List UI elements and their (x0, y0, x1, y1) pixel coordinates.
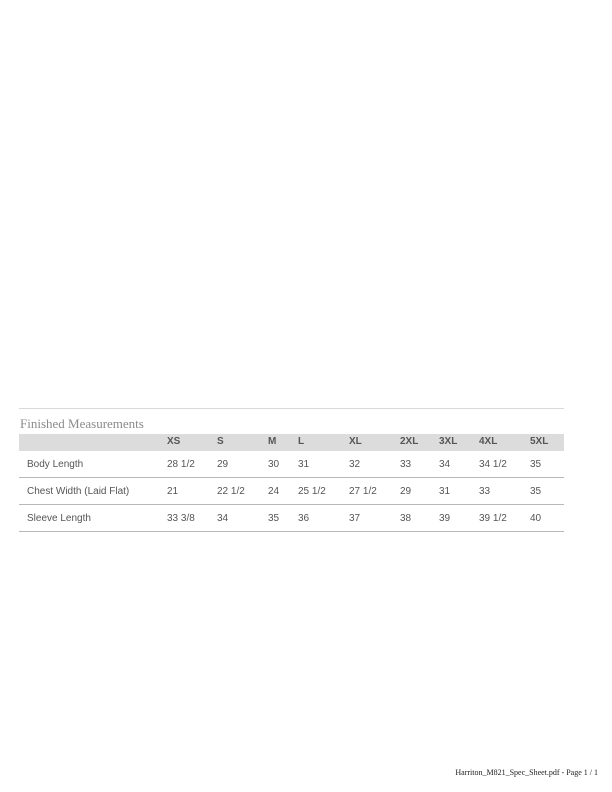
table-row (19, 505, 564, 532)
column-header-l: L (298, 436, 305, 447)
column-header-xs: XS (167, 436, 181, 447)
table-cell: 33 3/8 (167, 513, 195, 524)
table-cell: 31 (298, 459, 310, 470)
row-label: Body Length (27, 459, 84, 470)
section-divider (19, 408, 564, 409)
table-cell: 34 (217, 513, 229, 524)
table-cell: 37 (349, 513, 361, 524)
table-header-row (19, 434, 564, 451)
table-cell: 40 (530, 513, 542, 524)
row-label: Chest Width (Laid Flat) (27, 486, 130, 497)
column-header-5xl: 5XL (530, 436, 549, 447)
column-header-2xl: 2XL (400, 436, 419, 447)
column-header-xl: XL (349, 436, 362, 447)
row-label: Sleeve Length (27, 513, 91, 524)
table-cell: 29 (400, 486, 412, 497)
table-cell: 32 (349, 459, 361, 470)
column-header-3xl: 3XL (439, 436, 458, 447)
section-title: Finished Measurements (20, 416, 144, 431)
table-cell: 35 (530, 459, 542, 470)
table-cell: 30 (268, 459, 280, 470)
table-cell: 33 (400, 459, 412, 470)
column-header-m: M (268, 436, 277, 447)
table-cell: 31 (439, 486, 451, 497)
column-header-4xl: 4XL (479, 436, 498, 447)
table-cell: 22 1/2 (217, 486, 245, 497)
table-row (19, 451, 564, 478)
table-cell: 36 (298, 513, 310, 524)
table-cell: 35 (530, 486, 542, 497)
table-cell: 24 (268, 486, 280, 497)
table-cell: 29 (217, 459, 229, 470)
table-cell: 28 1/2 (167, 459, 195, 470)
table-cell: 21 (167, 486, 179, 497)
table-cell: 34 (439, 459, 451, 470)
table-cell: 27 1/2 (349, 486, 377, 497)
measurements-table (19, 434, 564, 532)
table-cell: 25 1/2 (298, 486, 326, 497)
table-cell: 33 (479, 486, 491, 497)
table-cell: 39 1/2 (479, 513, 507, 524)
table-cell: 34 1/2 (479, 459, 507, 470)
table-cell: 35 (268, 513, 280, 524)
page-footer: Harriton_M821_Spec_Sheet.pdf - Page 1 / 1 (455, 768, 598, 777)
table-cell: 39 (439, 513, 451, 524)
table-cell: 38 (400, 513, 412, 524)
table-row (19, 478, 564, 505)
column-header-s: S (217, 436, 224, 447)
